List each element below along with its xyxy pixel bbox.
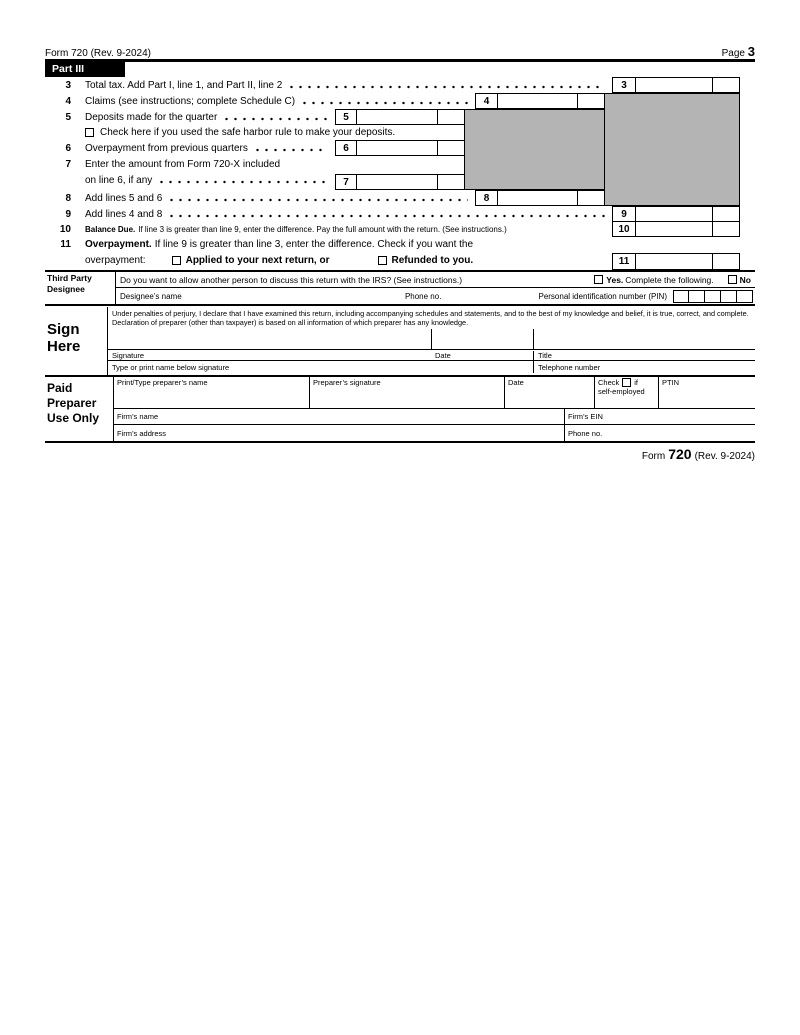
firm-address-field[interactable] <box>114 429 564 438</box>
pin-box[interactable] <box>737 290 753 303</box>
safe-harbor-checkbox[interactable] <box>85 128 94 137</box>
line3-label: Total tax. Add Part I, line 1, and Part II, line 2 <box>85 79 283 91</box>
preparer-top-row <box>114 377 755 409</box>
footer-form-number: 720 <box>668 446 692 462</box>
sign-here-heading <box>45 307 107 375</box>
dot-leader <box>160 180 328 184</box>
line11-label: If line 9 is greater than line 3, enter the difference. Check if you want the <box>154 239 474 250</box>
signature-label: Signature <box>112 350 145 360</box>
paid-preparer-heading <box>45 377 113 441</box>
third-party-heading-line1: Third Party <box>47 273 92 283</box>
sign-here-content <box>107 307 755 375</box>
line7-box-number: 7 <box>335 174 357 190</box>
check-label: Check <box>598 378 620 387</box>
title-label: Title <box>533 351 755 360</box>
dot-leader <box>256 148 328 152</box>
line11-box-number: 11 <box>612 253 636 270</box>
part3-title: Part III <box>52 63 85 75</box>
signature-date-field[interactable] <box>431 329 533 349</box>
firm-address-label: Firm’s address <box>117 428 167 438</box>
dot-leader <box>170 214 605 218</box>
line6-box-number: 6 <box>335 140 357 156</box>
line9-row <box>45 206 611 222</box>
pin-box[interactable] <box>721 290 737 303</box>
footer-form-word: Form <box>641 451 666 462</box>
signature-entry-row <box>108 329 755 350</box>
pin-box[interactable] <box>705 290 721 303</box>
self-employed-checkbox[interactable] <box>622 378 631 387</box>
preparer-name-field[interactable] <box>114 377 309 408</box>
line8-label: Add lines 5 and 6 <box>85 192 163 204</box>
line4-label: Claims (see instructions; complete Schedule C) <box>85 95 296 107</box>
line10-number: 10 <box>59 223 71 235</box>
line5-row <box>45 109 334 125</box>
third-party-designee-heading <box>45 272 115 304</box>
no-label: No <box>739 274 751 285</box>
applied-to-next-return-checkbox[interactable] <box>172 256 181 265</box>
page-footer <box>642 446 755 462</box>
telephone-number-label: Telephone number <box>533 361 755 373</box>
ptin-field[interactable] <box>658 377 755 408</box>
yes-label: Yes. <box>606 274 624 285</box>
preparer-heading-line2: Preparer <box>47 396 97 410</box>
line9-number: 9 <box>65 208 71 220</box>
sign-heading-line2: Here <box>47 338 81 356</box>
designee-pin-label: Personal identification number (PIN) <box>538 291 667 301</box>
if-label: if <box>634 378 639 387</box>
line11-row-continued <box>85 252 473 269</box>
pin-boxes <box>673 290 753 303</box>
designee-question-row <box>116 272 755 287</box>
paid-preparer-content <box>113 377 755 441</box>
line4-amount-field[interactable] <box>497 93 605 109</box>
line8-amount-field[interactable] <box>497 190 605 206</box>
line6-label: Overpayment from previous quarters <box>85 142 248 154</box>
line3-row <box>45 77 611 93</box>
line10-label: If line 3 is greater than line 9, enter the difference. Pay the full amount with the return. (See instructions.) <box>138 224 507 234</box>
print-name-row <box>108 361 755 373</box>
line3-number: 3 <box>65 79 71 91</box>
dot-leader <box>170 198 468 202</box>
perjury-statement: Under penalties of perjury, I declare that I have examined this return, including accompanying schedules and statements, and to the best of my knowledge and belief, it is true, correct, and complete. Declaration of preparer (other than taxpayer) is based on all information of which preparer has any knowledge. <box>112 309 749 328</box>
line3-amount-field[interactable] <box>635 77 740 93</box>
pin-box[interactable] <box>673 290 689 303</box>
sign-here-section <box>45 307 755 377</box>
third-party-heading-line2: Designee <box>47 284 85 295</box>
line11-amount-field[interactable] <box>635 253 740 270</box>
sign-heading-line1: Sign <box>47 321 80 338</box>
line4-number: 4 <box>65 95 71 107</box>
preparer-heading-line3: Use Only <box>47 411 100 425</box>
yes-checkbox[interactable] <box>594 275 603 284</box>
line9-box-number: 9 <box>612 206 636 222</box>
line8-number: 8 <box>65 192 71 204</box>
dot-leader <box>290 85 605 89</box>
footer-revision: (Rev. 9-2024) <box>694 451 755 462</box>
no-option <box>728 275 751 285</box>
page-word: Page <box>721 48 745 59</box>
line7-label-line1: Enter the amount from Form 720-X included <box>85 158 281 170</box>
signature-labels-row <box>108 350 755 361</box>
line7-amount-field[interactable] <box>356 174 465 190</box>
line11-number: 11 <box>60 239 71 250</box>
line5-checkbox-row <box>85 125 395 140</box>
preparer-heading-line1: Paid <box>47 381 73 395</box>
line11-row <box>45 237 611 252</box>
dot-leader <box>225 117 328 121</box>
type-print-name-label: Type or print name below signature <box>112 362 230 372</box>
self-employed-cell <box>594 377 658 408</box>
ptin-label: PTIN <box>662 378 680 387</box>
designee-details-row <box>116 287 755 304</box>
signature-field[interactable] <box>108 329 431 349</box>
line11-label-lead: Overpayment. <box>85 239 152 250</box>
no-checkbox[interactable] <box>728 275 737 284</box>
shaded-area <box>604 93 740 206</box>
line3-box-number: 3 <box>612 77 636 93</box>
part3-banner <box>45 62 125 77</box>
line9-label: Add lines 4 and 8 <box>85 208 163 220</box>
preparer-signature-label: Preparer’s signature <box>313 378 381 387</box>
firm-name-label: Firm’s name <box>117 412 159 421</box>
line6-number: 6 <box>65 142 71 154</box>
refunded-option-label: Refunded to you. <box>391 255 474 266</box>
date-label: Date <box>435 350 451 360</box>
line11-label-cont: overpayment: <box>85 255 146 266</box>
line9-amount-field[interactable] <box>635 206 740 222</box>
header-rule <box>45 59 755 62</box>
line5-box-number: 5 <box>335 109 357 125</box>
firm-address-row <box>114 425 755 441</box>
line7-label-line2: on line 6, if any <box>85 175 153 186</box>
preparer-date-label: Date <box>508 378 524 387</box>
line6-row <box>45 140 334 156</box>
phone-no-label: Phone no. <box>568 428 603 438</box>
line6-amount-field[interactable] <box>356 140 465 156</box>
line10-label-lead: Balance Due. <box>85 224 136 234</box>
third-party-designee-content <box>115 272 755 304</box>
yes-option <box>594 275 713 285</box>
line5-label: Deposits made for the quarter <box>85 111 218 123</box>
designee-phone-label: Phone no. <box>404 291 442 301</box>
yes-label-rest: Complete the following. <box>625 274 714 285</box>
line7-row-continued <box>85 173 334 188</box>
safe-harbor-label: Check here if you used the safe harbor rule to make your deposits. <box>100 127 396 138</box>
line8-box-number: 8 <box>475 190 498 206</box>
line8-row <box>45 190 474 206</box>
firm-ein-label: Firm’s EIN <box>568 412 603 421</box>
firm-name-row <box>114 409 755 425</box>
applied-option-label: Applied to your next return, or <box>185 255 330 266</box>
line10-row <box>45 221 611 237</box>
firm-name-field[interactable] <box>114 412 564 421</box>
signature-title-field[interactable] <box>533 329 755 349</box>
designee-question: Do you want to allow another person to discuss this return with the IRS? (See instructions.) <box>120 274 463 285</box>
line10-amount-field[interactable] <box>635 221 740 237</box>
preparer-name-label: Print/Type preparer’s name <box>117 378 208 387</box>
line4-row <box>45 93 474 109</box>
line10-box-number: 10 <box>612 221 636 237</box>
page-indicator <box>722 44 755 59</box>
line5-amount-field[interactable] <box>356 109 465 125</box>
line7-row <box>45 157 334 171</box>
refunded-checkbox[interactable] <box>378 256 387 265</box>
line7-number: 7 <box>65 158 71 170</box>
page-header <box>45 44 755 59</box>
line5-number: 5 <box>65 111 71 123</box>
third-party-designee-section <box>45 270 755 306</box>
designee-name-label: Designee’s name <box>120 291 182 301</box>
form-id: Form 720 (Rev. 9-2024) <box>45 48 151 59</box>
part3-grid <box>45 77 740 270</box>
preparer-date-field[interactable] <box>504 377 594 408</box>
preparer-signature-field[interactable] <box>309 377 504 408</box>
self-employed-label: self-employed <box>598 387 645 396</box>
shaded-area <box>464 109 605 190</box>
firm-ein-field[interactable] <box>564 409 755 424</box>
phone-no-field[interactable] <box>564 425 755 441</box>
line4-box-number: 4 <box>475 93 498 109</box>
page-number: 3 <box>747 44 755 59</box>
paid-preparer-section <box>45 377 755 443</box>
dot-leader <box>303 101 468 105</box>
pin-box[interactable] <box>689 290 705 303</box>
